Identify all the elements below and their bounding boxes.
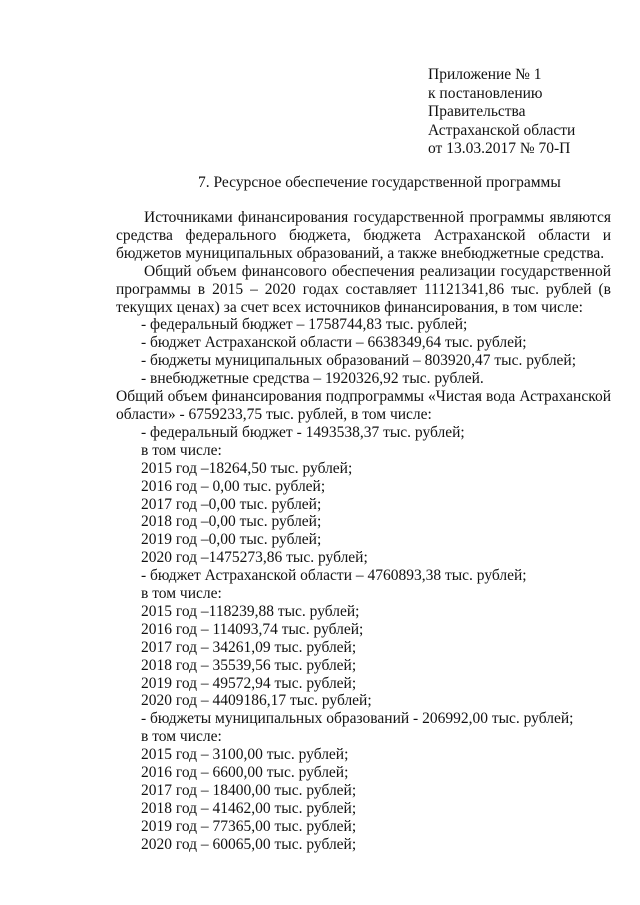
list-item: в том числе: bbox=[141, 441, 222, 459]
list-item: 2020 год – 4409186,17 тыс. рублей; bbox=[141, 692, 372, 710]
approval-line: Астраханской области bbox=[428, 121, 576, 139]
approval-line: от 13.03.2017 № 70-П bbox=[428, 140, 571, 158]
list-item: 2020 год –1475273,86 тыс. рублей; bbox=[141, 549, 368, 567]
list-item: 2015 год – 3100,00 тыс. рублей; bbox=[141, 746, 349, 764]
list-item: - федеральный бюджет – 1758744,83 тыс. рублей; bbox=[141, 316, 468, 334]
approval-line: к постановлению bbox=[428, 84, 543, 102]
list-item: 2016 год – 6600,00 тыс. рублей; bbox=[141, 764, 349, 782]
list-item: 2019 год – 77365,00 тыс. рублей; bbox=[141, 817, 357, 835]
list-item: 2018 год – 35539,56 тыс. рублей; bbox=[141, 656, 357, 674]
list-item: 2017 год – 18400,00 тыс. рублей; bbox=[141, 782, 357, 799]
paragraph-total-volume: Общий объем финансового обеспечения реализации государственной программы в 2015 – 2020 годах составляет 11121341,86 тыс. рублей (в текущих ценах) за счет всех источников финансирования, в том числе: bbox=[116, 262, 611, 316]
list-item: 2015 год –118239,88 тыс. рублей; bbox=[141, 602, 360, 620]
list-item: 2016 год – 114093,74 тыс. рублей; bbox=[141, 620, 364, 638]
list-item: 2017 год – 34261,09 тыс. рублей; bbox=[141, 638, 357, 656]
paragraph-funding-sources: Источниками финансирования государственной программы являются средства федерального бюджета, бюджета Астраханской области и бюджетов муниципальных образований, а также внебюджетные средства. bbox=[116, 209, 611, 262]
approval-line: Приложение № 1 bbox=[428, 66, 542, 83]
paragraph-subprogram-volume: Общий объем финансирования подпрограммы «Чистая вода Астраханской области» - 6759233,75 тыс. рублей, в том числе: bbox=[116, 388, 611, 423]
list-item: - бюджет Астраханской области – 4760893,38 тыс. рублей; bbox=[141, 567, 527, 585]
list-item: - бюджет Астраханской области – 6638349,64 тыс. рублей; bbox=[141, 334, 527, 352]
document-body bbox=[116, 209, 611, 854]
list-item: - бюджеты муниципальных образований - 206992,00 тыс. рублей; bbox=[141, 710, 574, 728]
list-item: 2018 год –0,00 тыс. рублей; bbox=[141, 513, 322, 531]
approval-line: Правительства bbox=[428, 103, 526, 121]
list-item: 2017 год –0,00 тыс. рублей; bbox=[141, 495, 322, 513]
list-item: 2016 год – 0,00 тыс. рублей; bbox=[141, 477, 326, 495]
list-item: 2015 год –18264,50 тыс. рублей; bbox=[141, 459, 353, 477]
list-item: 2019 год –0,00 тыс. рублей; bbox=[141, 531, 322, 549]
list-item: 2019 год – 49572,94 тыс. рублей; bbox=[141, 674, 357, 692]
section-title: 7. Ресурсное обеспечение государственной программы bbox=[198, 174, 561, 191]
list-item: - внебюджетные средства – 1920326,92 тыс. рублей. bbox=[141, 370, 484, 388]
list-item: 2020 год – 60065,00 тыс. рублей; bbox=[141, 835, 357, 853]
list-item: - бюджеты муниципальных образований – 803920,47 тыс. рублей; bbox=[141, 352, 577, 370]
list-item: в том числе: bbox=[141, 585, 222, 603]
list-item: в том числе: bbox=[141, 728, 222, 746]
list-item: 2018 год – 41462,00 тыс. рублей; bbox=[141, 799, 357, 817]
approval-block bbox=[428, 66, 575, 159]
list-item: - федеральный бюджет - 1493538,37 тыс. рублей; bbox=[141, 423, 465, 441]
